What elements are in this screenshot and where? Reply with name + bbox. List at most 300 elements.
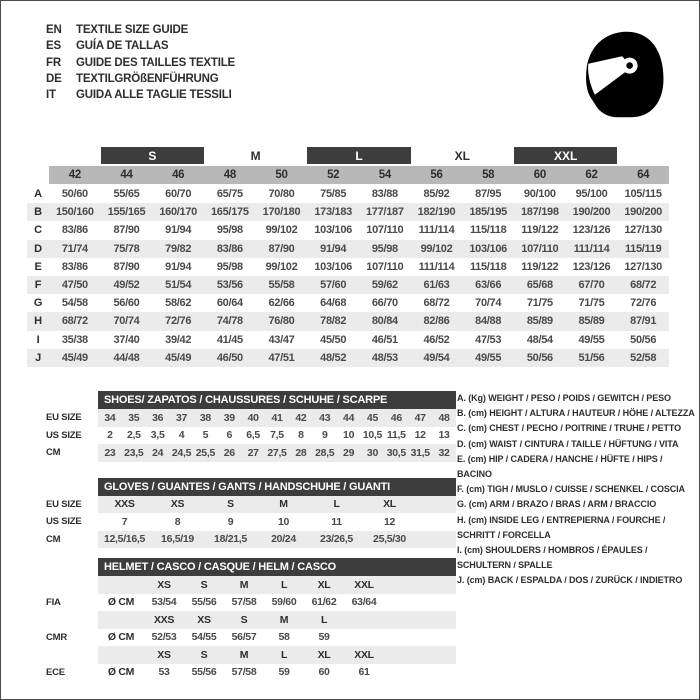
table-cell: 42 bbox=[295, 411, 307, 424]
size-band-xl: XL bbox=[454, 148, 470, 163]
helmet-size-cell bbox=[344, 611, 384, 629]
table-row bbox=[98, 531, 456, 549]
size-cell: 50/56 bbox=[630, 333, 657, 346]
textile-size-table bbox=[27, 147, 669, 367]
size-cell: 43/47 bbox=[268, 333, 295, 346]
size-cell: 80/84 bbox=[371, 315, 398, 328]
size-row-label: C bbox=[34, 224, 42, 237]
size-cell: 45/49 bbox=[165, 351, 192, 364]
table-cell: 13 bbox=[438, 429, 450, 442]
size-column-header: 62 bbox=[566, 166, 618, 184]
size-cell: 107/110 bbox=[366, 224, 404, 237]
table-cell: 10 bbox=[343, 429, 355, 442]
size-row bbox=[27, 349, 669, 367]
helmet-value-row bbox=[98, 629, 456, 647]
table-row-label: EU SIZE bbox=[46, 498, 82, 510]
size-cell: 59/62 bbox=[371, 279, 398, 292]
size-cell: 79/82 bbox=[165, 242, 192, 255]
size-cell: 95/98 bbox=[216, 224, 243, 237]
helmet-value-cell bbox=[344, 629, 384, 647]
size-cell: 150/160 bbox=[55, 206, 94, 219]
table-cell: 23 bbox=[104, 446, 116, 459]
table-cell: 8 bbox=[174, 515, 181, 528]
table-cell: 30,5 bbox=[386, 446, 406, 459]
size-cell: 70/80 bbox=[268, 188, 295, 201]
row-label-column bbox=[46, 478, 98, 549]
size-column-header: 56 bbox=[411, 166, 463, 184]
size-cell: 103/106 bbox=[314, 260, 352, 273]
size-cell: 107/110 bbox=[521, 242, 559, 255]
table-cell: 5 bbox=[202, 429, 209, 442]
table-body bbox=[98, 558, 456, 681]
helmet-value-cell: 58 bbox=[278, 631, 290, 644]
helmet-size-cell: M bbox=[279, 613, 289, 626]
size-cell: 58/62 bbox=[165, 297, 192, 310]
size-cell: 111/114 bbox=[418, 260, 455, 273]
size-cell: 111/114 bbox=[573, 242, 610, 255]
size-column-header: 52 bbox=[307, 166, 359, 184]
size-cell: 82/86 bbox=[423, 315, 450, 328]
table-cell: 28 bbox=[295, 446, 307, 459]
helmet-size-cell: S bbox=[200, 648, 208, 661]
size-row bbox=[27, 203, 669, 221]
diameter-unit-cell: Ø CM bbox=[107, 666, 135, 679]
size-cell: 45/50 bbox=[320, 333, 347, 346]
size-cell: 48/52 bbox=[320, 351, 347, 364]
language-code: DE bbox=[46, 72, 62, 85]
language-row bbox=[46, 38, 235, 54]
size-cell: 85/89 bbox=[578, 315, 605, 328]
size-cell: 87/91 bbox=[630, 315, 657, 328]
size-cell: 63/66 bbox=[475, 279, 502, 292]
size-column-header: 42 bbox=[49, 166, 101, 184]
table-title: GLOVES / GUANTES / GANTS / HANDSCHUHE / GUANTI bbox=[98, 478, 456, 496]
helmet-size-cell: XS bbox=[197, 613, 211, 626]
size-cell: 55/58 bbox=[268, 279, 295, 292]
helmet-size-cell: XXS bbox=[153, 613, 175, 626]
language-row bbox=[46, 87, 235, 103]
helmet-size-cell: XS bbox=[157, 578, 171, 591]
helmet-size-row bbox=[98, 576, 456, 594]
helmet-value-cell: 53/54 bbox=[151, 596, 177, 609]
size-cell: 103/106 bbox=[314, 224, 352, 237]
size-cell: 47/53 bbox=[475, 333, 502, 346]
gloves-table bbox=[46, 478, 458, 549]
size-cell: 87/90 bbox=[268, 242, 295, 255]
size-cell: 57/60 bbox=[320, 279, 347, 292]
size-cell: 85/92 bbox=[423, 188, 450, 201]
size-cell: 76/80 bbox=[268, 315, 295, 328]
size-cell: 75/85 bbox=[320, 188, 347, 201]
table-cell: 9 bbox=[321, 429, 328, 442]
size-cell: 78/82 bbox=[320, 315, 347, 328]
size-cell: 105/115 bbox=[624, 188, 662, 201]
size-cell: 71/75 bbox=[578, 297, 605, 310]
size-cell: 155/165 bbox=[107, 206, 146, 219]
helmet-size-row bbox=[98, 611, 456, 629]
helmet-value-cell: 56/57 bbox=[231, 631, 257, 644]
size-cell: 50/56 bbox=[526, 351, 553, 364]
size-cell: 64/68 bbox=[320, 297, 347, 310]
size-cell: 55/65 bbox=[113, 188, 140, 201]
language-label: GUÍA DE TALLAS bbox=[76, 40, 169, 53]
size-cell: 115/118 bbox=[469, 224, 507, 237]
band-spacer bbox=[27, 147, 101, 164]
size-row bbox=[27, 221, 669, 239]
table-cell: 4 bbox=[178, 429, 185, 442]
size-cell: 95/100 bbox=[575, 188, 608, 201]
size-cell: 187/198 bbox=[520, 206, 559, 219]
helmet-value-cell: 63/64 bbox=[351, 596, 377, 609]
table-cell: 30 bbox=[366, 446, 378, 459]
table-cell: 11 bbox=[331, 515, 342, 528]
table-cell: 2 bbox=[107, 429, 113, 442]
size-cell: 70/74 bbox=[475, 297, 502, 310]
helmet-value-cell: 55/56 bbox=[191, 666, 217, 679]
size-cell: 65/68 bbox=[526, 279, 553, 292]
size-cell: 39/42 bbox=[165, 333, 192, 346]
table-cell: 25,5 bbox=[195, 446, 216, 459]
table-cell: M bbox=[279, 498, 288, 511]
size-cell: 71/74 bbox=[61, 242, 88, 255]
legend-item: B. (cm) HEIGHT / ALTURA / HAUTEUR / HÖHE / ALTEZZA bbox=[457, 408, 695, 419]
size-cell: 185/195 bbox=[469, 206, 507, 219]
helmet-size-cell: L bbox=[280, 648, 288, 661]
size-cell: 83/88 bbox=[371, 188, 398, 201]
language-code: ES bbox=[46, 40, 61, 53]
table-cell: 20/24 bbox=[271, 533, 296, 546]
size-cell: 70/74 bbox=[113, 315, 140, 328]
legend-item: J. (cm) BACK / ESPALDA / DOS / ZURÜCK / INDIETRO bbox=[457, 575, 683, 586]
table-cell: 34 bbox=[104, 411, 116, 424]
helmet-size-cell: M bbox=[239, 648, 249, 661]
size-cell: 84/88 bbox=[475, 315, 502, 328]
size-cell: 46/51 bbox=[371, 333, 398, 346]
table-cell: 35 bbox=[128, 411, 140, 424]
size-row bbox=[27, 276, 669, 294]
spacer-label bbox=[46, 611, 98, 629]
table-cell: 11,5 bbox=[386, 429, 406, 442]
table-title: SHOES/ ZAPATOS / CHAUSSURES / SCHUHE / SCARPE bbox=[98, 391, 456, 409]
table-cell: 7,5 bbox=[270, 429, 284, 442]
table-cell: 44 bbox=[343, 411, 355, 424]
table-cell: 31,5 bbox=[410, 446, 430, 459]
diameter-unit-cell: Ø CM bbox=[107, 631, 135, 644]
table-cell: 28,5 bbox=[315, 446, 335, 459]
size-cell: 47/51 bbox=[268, 351, 295, 364]
size-cell: 67/70 bbox=[578, 279, 605, 292]
table-cell: XXS bbox=[114, 498, 135, 511]
size-cell: 190/200 bbox=[572, 206, 611, 219]
size-cell: 65/75 bbox=[216, 188, 243, 201]
size-row-label: J bbox=[35, 351, 41, 364]
helmet-value-cell: 59 bbox=[318, 631, 330, 644]
table-row-label: US SIZE bbox=[46, 516, 82, 528]
size-cell: 54/58 bbox=[61, 297, 88, 310]
helmet-size-cell: XL bbox=[317, 578, 331, 591]
size-column-header: 64 bbox=[617, 166, 669, 184]
language-row bbox=[46, 55, 235, 71]
language-code: EN bbox=[46, 24, 62, 36]
table-row-label: CMR bbox=[46, 631, 68, 643]
table-title: HELMET / CASCO / CASQUE / HELM / CASCO bbox=[98, 558, 456, 576]
size-band-row bbox=[27, 147, 669, 164]
size-cell: 87/90 bbox=[113, 224, 140, 237]
table-cell: 24 bbox=[152, 446, 164, 459]
size-cell: 83/86 bbox=[61, 260, 88, 273]
table-row-label: EU SIZE bbox=[46, 412, 82, 424]
size-cell: 50/60 bbox=[61, 188, 88, 201]
helmet-value-cell: 60 bbox=[318, 666, 330, 679]
size-cell: 68/72 bbox=[61, 315, 88, 328]
table-cell: S bbox=[227, 498, 234, 511]
size-cell: 35/38 bbox=[61, 333, 88, 346]
size-cell: 66/70 bbox=[371, 297, 398, 310]
size-column-header: 60 bbox=[514, 166, 566, 184]
size-cell: 83/86 bbox=[216, 242, 243, 255]
legend-item: C. (cm) CHEST / PECHO / POITRINE / TRUHE / PETTO bbox=[457, 423, 682, 434]
helmet-value-row bbox=[98, 594, 456, 612]
table-cell: 27,5 bbox=[267, 446, 287, 459]
table-cell: 16,5/19 bbox=[161, 533, 194, 546]
table-cell: 25,5/30 bbox=[373, 533, 406, 546]
size-row bbox=[27, 331, 669, 349]
table-cell: 26 bbox=[223, 446, 235, 459]
spacer-label bbox=[46, 646, 98, 664]
table-cell: 12 bbox=[414, 429, 426, 442]
table-cell: 39 bbox=[223, 411, 235, 424]
table-cell: 47 bbox=[414, 411, 426, 424]
table-cell: 3,5 bbox=[150, 429, 165, 442]
table-cell: 6,5 bbox=[246, 429, 260, 442]
table-cell: L bbox=[333, 498, 340, 511]
size-cell: 74/78 bbox=[216, 315, 243, 328]
table-row-label: CM bbox=[46, 533, 61, 545]
size-cell: 41/45 bbox=[216, 333, 243, 346]
helmet-value-cell: 53 bbox=[158, 666, 170, 679]
language-label: TEXTILE SIZE GUIDE bbox=[76, 24, 189, 36]
size-cell: 95/98 bbox=[371, 242, 398, 255]
table-row bbox=[98, 409, 456, 427]
table-cell: 43 bbox=[319, 411, 331, 424]
helmet-size-cell: XL bbox=[317, 648, 331, 661]
helmet-size-cell: XS bbox=[157, 648, 171, 661]
table-cell: XS bbox=[170, 498, 185, 511]
helmet-size-cell: S bbox=[240, 613, 248, 626]
table-row-label: FIA bbox=[46, 596, 61, 608]
size-cell: 68/72 bbox=[423, 297, 450, 310]
size-row-label: A bbox=[34, 188, 42, 201]
corner-cell bbox=[27, 166, 49, 184]
helmet-value-cell: 61 bbox=[358, 666, 370, 679]
table-cell: 23/26,5 bbox=[320, 533, 353, 546]
language-list bbox=[46, 22, 235, 103]
legend-item: D. (cm) WAIST / CINTURA / TAILLE / HÜFTUNG / VITA bbox=[457, 438, 679, 449]
band-spacer bbox=[617, 147, 669, 164]
table-cell: 38 bbox=[199, 411, 211, 424]
size-column-header: 58 bbox=[462, 166, 514, 184]
table-cell: 23,5 bbox=[124, 446, 144, 459]
size-cell: 165/175 bbox=[210, 206, 249, 219]
size-cell: 99/102 bbox=[265, 224, 298, 237]
size-column-header: 44 bbox=[101, 166, 153, 184]
size-row bbox=[27, 294, 669, 312]
size-cell: 99/102 bbox=[265, 260, 298, 273]
size-cell: 87/90 bbox=[113, 260, 140, 273]
size-cell: 119/122 bbox=[521, 224, 559, 237]
size-cell: 51/54 bbox=[165, 279, 192, 292]
size-cell: 160/170 bbox=[159, 206, 197, 219]
size-cell: 177/187 bbox=[365, 206, 404, 219]
language-code: FR bbox=[46, 56, 61, 69]
size-row-label: H bbox=[34, 315, 42, 328]
size-cell: 127/130 bbox=[624, 224, 662, 237]
language-label: GUIDE DES TAILLES TEXTILE bbox=[76, 56, 235, 69]
size-cell: 123/126 bbox=[572, 260, 611, 273]
legend-item: G. (cm) ARM / BRAZO / BRAS / ARM / BRACCIO bbox=[457, 499, 657, 510]
table-cell: 2,5 bbox=[126, 429, 141, 442]
table-cell: 32 bbox=[438, 446, 450, 459]
size-band-l: L bbox=[307, 147, 410, 164]
table-row-label: ECE bbox=[46, 666, 65, 678]
helmet-size-cell: XXL bbox=[354, 578, 374, 591]
diameter-unit-cell: Ø CM bbox=[107, 596, 135, 609]
size-cell: 127/130 bbox=[624, 260, 662, 273]
helmet-size-row bbox=[98, 646, 456, 664]
size-cell: 49/55 bbox=[578, 333, 605, 346]
table-cell: 48 bbox=[438, 411, 450, 424]
size-row bbox=[27, 185, 669, 203]
table-cell: 24,5 bbox=[171, 446, 192, 459]
size-cell: 90/100 bbox=[523, 188, 556, 201]
table-row bbox=[98, 444, 456, 462]
size-column-header: 50 bbox=[256, 166, 308, 184]
table-cell: 46 bbox=[390, 411, 402, 424]
helmet-value-cell: 52/53 bbox=[151, 631, 177, 644]
size-cell: 75/78 bbox=[113, 242, 140, 255]
size-cell: 173/183 bbox=[314, 206, 352, 219]
size-cell: 44/48 bbox=[113, 351, 140, 364]
size-row-label: I bbox=[36, 333, 40, 346]
helmet-size-cell: L bbox=[280, 578, 288, 591]
table-cell: 9 bbox=[227, 515, 234, 528]
size-cell: 123/126 bbox=[572, 224, 611, 237]
helmet-icon bbox=[577, 25, 671, 125]
helmet-size-cell: M bbox=[239, 578, 249, 591]
row-label-column bbox=[46, 558, 98, 681]
size-cell: 95/98 bbox=[216, 260, 243, 273]
legend-item: A. (Kg) WEIGHT / PESO / POIDS / GEWITCH / PESO bbox=[457, 393, 671, 403]
size-cell: 61/63 bbox=[423, 279, 450, 292]
size-cell: 87/95 bbox=[475, 188, 502, 201]
legend-item: F. (cm) TIGH / MUSLO / CUISSE / SCHENKEL / COSCIA bbox=[457, 484, 685, 495]
table-cell: 18/21,5 bbox=[214, 533, 247, 546]
size-cell: 51/56 bbox=[578, 351, 605, 364]
size-cell: 107/110 bbox=[366, 260, 404, 273]
spacer-label bbox=[46, 576, 98, 594]
size-cell: 49/55 bbox=[475, 351, 502, 364]
language-row bbox=[46, 71, 235, 87]
helmet-size-cell: XXL bbox=[354, 648, 374, 661]
language-label: TEXTILGRÖßENFÜHRUNG bbox=[76, 72, 219, 85]
size-cell: 83/86 bbox=[61, 224, 88, 237]
helmet-value-cell: 59/60 bbox=[271, 596, 297, 609]
size-cell: 190/200 bbox=[624, 206, 662, 219]
size-cell: 45/49 bbox=[61, 351, 88, 364]
row-label-column bbox=[46, 391, 98, 462]
size-cell: 72/76 bbox=[165, 315, 192, 328]
table-cell: 27 bbox=[247, 446, 259, 459]
empty-cell bbox=[98, 611, 144, 629]
table-cell: 41 bbox=[271, 411, 283, 424]
size-cell: 115/118 bbox=[469, 260, 507, 273]
size-cell: 49/52 bbox=[113, 279, 140, 292]
table-cell: 7 bbox=[121, 515, 128, 528]
size-column-header-row bbox=[27, 166, 669, 184]
size-row-label: D bbox=[34, 242, 42, 255]
table-cell: 6 bbox=[226, 429, 233, 442]
table-cell: 36 bbox=[152, 411, 164, 424]
helmet-size-cell: S bbox=[200, 578, 208, 591]
table-body bbox=[98, 391, 456, 462]
size-cell: 115/119 bbox=[624, 242, 662, 255]
table-cell: XL bbox=[383, 498, 396, 511]
size-column-header: 48 bbox=[204, 166, 256, 184]
table-body bbox=[98, 478, 456, 549]
helmet-value-cell: 59 bbox=[278, 666, 290, 679]
helmet-value-row bbox=[98, 664, 456, 682]
helmet-size-table bbox=[46, 558, 458, 681]
table-cell: 37 bbox=[175, 411, 188, 424]
size-cell: 49/54 bbox=[423, 351, 450, 364]
language-code: IT bbox=[46, 89, 56, 102]
size-cell: 62/66 bbox=[268, 297, 295, 310]
size-cell: 71/75 bbox=[526, 297, 553, 310]
size-column-header: 46 bbox=[152, 166, 204, 184]
size-cell: 170/180 bbox=[262, 206, 301, 219]
size-cell: 103/106 bbox=[469, 242, 507, 255]
table-cell: 45 bbox=[366, 411, 378, 424]
legend-item: I. (cm) SHOULDERS / HOMBROS / ÉPAULES / SCHULTERN / SPALLE bbox=[457, 545, 648, 571]
table-row-label: US SIZE bbox=[46, 429, 82, 441]
size-cell: 46/52 bbox=[423, 333, 450, 346]
size-cell: 48/54 bbox=[526, 333, 553, 346]
size-cell: 56/60 bbox=[113, 297, 140, 310]
size-cell: 48/53 bbox=[371, 351, 398, 364]
size-cell: 111/114 bbox=[418, 224, 455, 237]
legend-item: H. (cm) INSIDE LEG / ENTREPIERNA / FOURCHE / SCHRITT / FORCELLA bbox=[457, 514, 666, 540]
size-cell: 99/102 bbox=[420, 242, 453, 255]
size-cell: 46/50 bbox=[216, 351, 243, 364]
helmet-value-cell: 57/58 bbox=[231, 666, 257, 679]
accessory-tables bbox=[46, 391, 458, 681]
size-row-label: F bbox=[34, 279, 42, 292]
size-cell: 91/94 bbox=[165, 224, 192, 237]
language-label: GUIDA ALLE TAGLIE TESSILI bbox=[76, 89, 232, 102]
table-row-label: CM bbox=[46, 447, 61, 459]
size-row bbox=[27, 312, 669, 330]
size-cell: 91/94 bbox=[320, 242, 347, 255]
helmet-value-cell: 57/58 bbox=[231, 596, 257, 609]
size-cell: 68/72 bbox=[630, 279, 657, 292]
size-cell: 53/56 bbox=[216, 279, 243, 292]
table-cell: 10 bbox=[277, 515, 290, 528]
empty-cell bbox=[98, 646, 144, 664]
measurement-legend bbox=[457, 391, 695, 589]
language-row bbox=[46, 22, 235, 38]
table-cell: 29 bbox=[343, 446, 355, 459]
table-cell: 12 bbox=[383, 515, 396, 528]
